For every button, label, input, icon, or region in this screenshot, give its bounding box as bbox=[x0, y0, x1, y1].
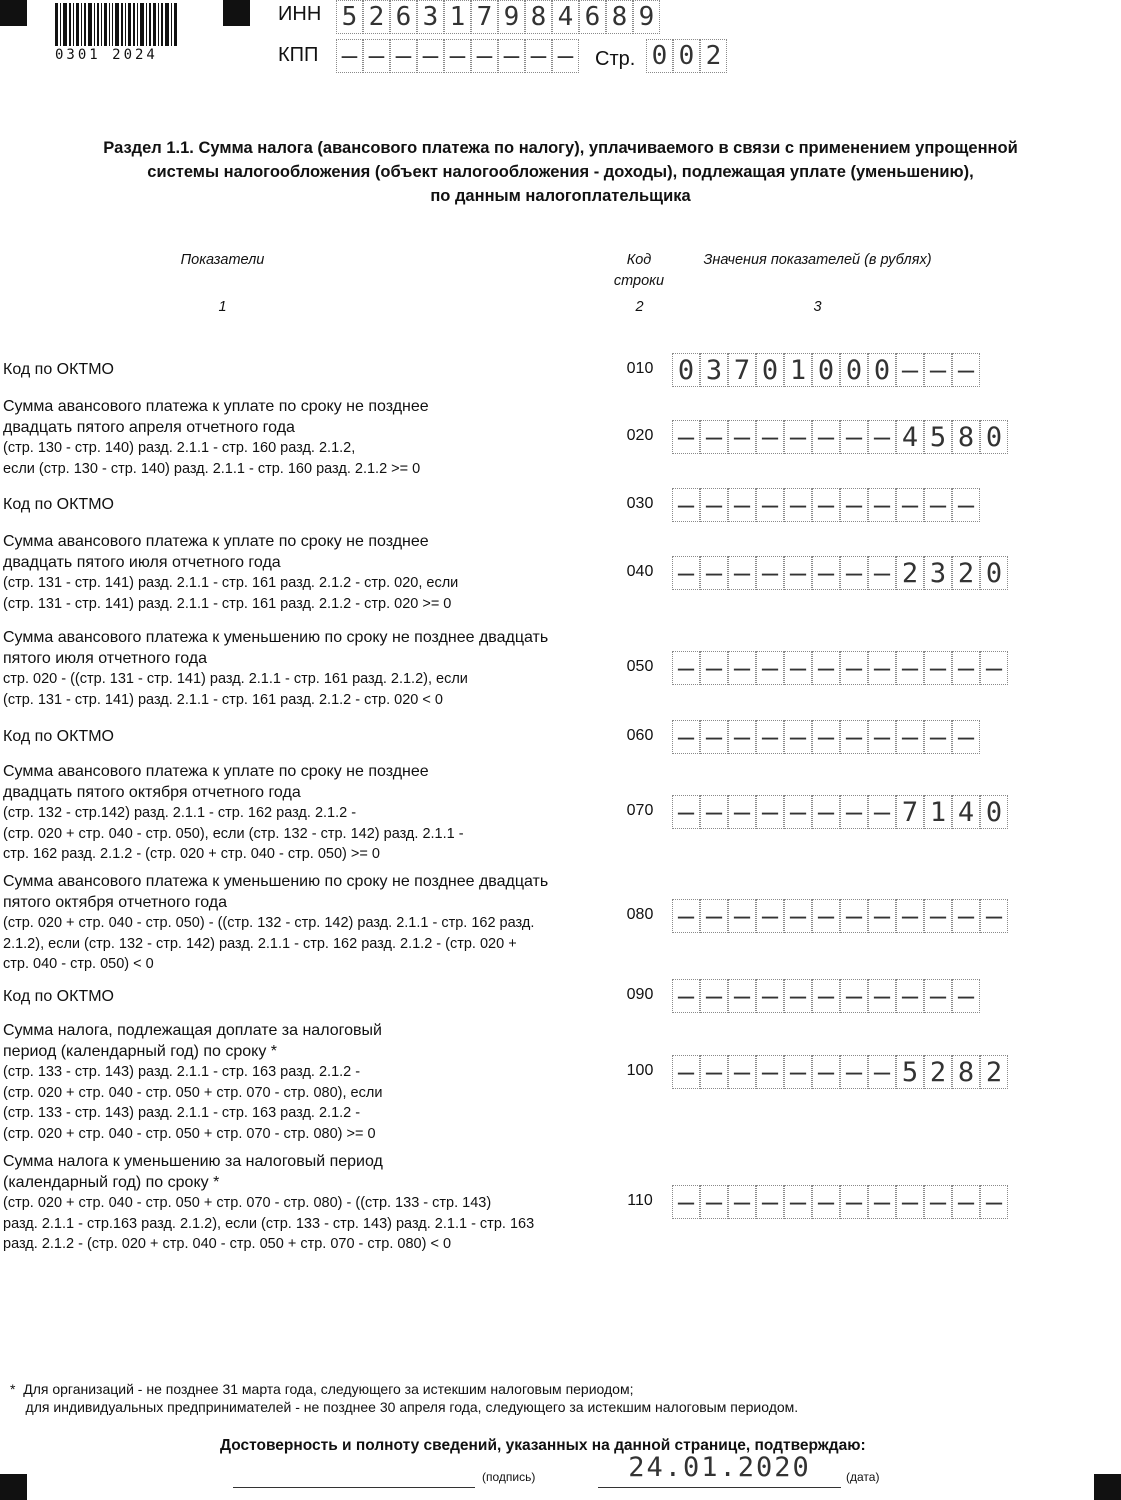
row-formula-text: (стр. 020 + стр. 040 - стр. 050) - ((стр. 132 - стр. 142) разд. 2.1.1 - стр. 162 разд. 2.1.2), если (стр. 132 - стр. 142) разд. 2.1.1 - стр. 162 разд. 2.1.2 - (стр. 020 + стр. 040 - стр. 050) < 0 bbox=[3, 915, 535, 972]
value-cell[interactable]: – bbox=[840, 488, 868, 522]
value-cell[interactable]: 1 bbox=[924, 795, 952, 829]
value-cell[interactable]: – bbox=[868, 795, 896, 829]
value-cell[interactable]: 2 bbox=[980, 1055, 1008, 1089]
row-formula-text: (стр. 131 - стр. 141) разд. 2.1.1 - стр. 161 разд. 2.1.2 - стр. 020, если (стр. 131 - стр. 141) разд. 2.1.1 - стр. 161 разд. 2.1.2 - стр. 020 >= 0 bbox=[3, 575, 459, 612]
column-number-3: 3 bbox=[813, 299, 822, 315]
value-cell[interactable]: – bbox=[756, 556, 784, 590]
value-cell[interactable]: – bbox=[700, 979, 728, 1013]
value-cell[interactable]: – bbox=[812, 651, 840, 685]
inn-cell[interactable]: 6 bbox=[579, 0, 606, 34]
value-cell[interactable]: – bbox=[812, 420, 840, 454]
confirmation-statement: Достоверность и полноту сведений, указанных на данной странице, подтверждаю: bbox=[220, 1437, 866, 1454]
kpp-cell[interactable]: – bbox=[525, 39, 552, 73]
value-cell[interactable]: 2 bbox=[952, 556, 980, 590]
value-cell[interactable]: – bbox=[868, 979, 896, 1013]
inn-cell[interactable]: 9 bbox=[498, 0, 525, 34]
value-cell[interactable]: – bbox=[784, 795, 812, 829]
value-cell[interactable]: – bbox=[756, 651, 784, 685]
row-070-value-field[interactable] bbox=[672, 795, 1008, 829]
value-cell[interactable]: – bbox=[896, 720, 924, 754]
corner-marker-top-left bbox=[0, 0, 27, 26]
value-cell[interactable]: – bbox=[784, 899, 812, 933]
row-050-label bbox=[3, 628, 603, 710]
row-080-label bbox=[3, 872, 603, 975]
value-cell[interactable]: – bbox=[980, 899, 1008, 933]
value-cell[interactable]: 3 bbox=[924, 556, 952, 590]
value-cell[interactable]: – bbox=[728, 899, 756, 933]
value-cell[interactable]: – bbox=[728, 556, 756, 590]
row-code-030: 030 bbox=[626, 495, 654, 512]
value-cell[interactable]: – bbox=[812, 556, 840, 590]
row-060-label bbox=[3, 727, 603, 748]
value-cell[interactable]: – bbox=[840, 556, 868, 590]
inn-label: ИНН bbox=[278, 3, 322, 25]
row-formula-text: стр. 020 - ((стр. 131 - стр. 141) разд. 2.1.1 - стр. 161 разд. 2.1.2), если (стр. 131 - стр. 141) разд. 2.1.1 - стр. 161 разд. 2.1.2 - стр. 020 < 0 bbox=[3, 671, 468, 708]
row-100-label bbox=[3, 1021, 603, 1144]
signature-line[interactable] bbox=[233, 1487, 475, 1488]
kpp-cell[interactable]: – bbox=[471, 39, 498, 73]
value-cell[interactable]: 0 bbox=[980, 795, 1008, 829]
row-code-070: 070 bbox=[626, 802, 654, 819]
column-header-indicators: Показатели bbox=[180, 252, 265, 268]
value-cell[interactable]: – bbox=[784, 1185, 812, 1219]
value-cell[interactable]: – bbox=[812, 720, 840, 754]
row-main-text: Сумма авансового платежа к уплате по сроку не позднее двадцать пятого июля отчетного года bbox=[3, 533, 429, 571]
value-cell[interactable]: – bbox=[924, 979, 952, 1013]
row-010-value-field[interactable] bbox=[672, 353, 980, 387]
value-cell[interactable]: – bbox=[784, 979, 812, 1013]
value-cell[interactable]: – bbox=[980, 1185, 1008, 1219]
section-title-line-3: по данным налогоплательщика bbox=[430, 187, 691, 205]
value-cell[interactable]: – bbox=[840, 795, 868, 829]
date-value[interactable]: 24.01.2020 bbox=[628, 1452, 811, 1483]
value-cell[interactable]: 0 bbox=[980, 420, 1008, 454]
row-formula-text: (стр. 132 - стр.142) разд. 2.1.1 - стр. 162 разд. 2.1.2 - (стр. 020 + стр. 040 - стр. 050), если (стр. 132 - стр. 142) разд. 2.1.1 - стр. 162 разд. 2.1.2 - (стр. 020 + стр. 040 - стр. 050) >= 0 bbox=[3, 805, 464, 862]
value-cell[interactable]: 0 bbox=[756, 353, 784, 387]
column-header-values: Значения показателей (в рублях) bbox=[703, 252, 932, 268]
value-cell[interactable]: – bbox=[728, 795, 756, 829]
row-030-value-field[interactable] bbox=[672, 488, 980, 522]
value-cell[interactable]: – bbox=[756, 899, 784, 933]
value-cell[interactable]: – bbox=[728, 651, 756, 685]
value-cell[interactable]: – bbox=[868, 651, 896, 685]
page-label: Стр. bbox=[595, 48, 636, 70]
value-cell[interactable]: – bbox=[840, 720, 868, 754]
value-cell[interactable]: 5 bbox=[924, 420, 952, 454]
value-cell[interactable]: – bbox=[756, 488, 784, 522]
value-cell[interactable]: – bbox=[672, 1055, 700, 1089]
value-cell[interactable]: – bbox=[728, 1185, 756, 1219]
column-number-1: 1 bbox=[218, 299, 227, 315]
page-number-field[interactable] bbox=[646, 39, 727, 73]
value-cell[interactable]: – bbox=[784, 420, 812, 454]
value-cell[interactable]: – bbox=[840, 979, 868, 1013]
value-cell[interactable]: – bbox=[812, 1055, 840, 1089]
value-cell[interactable]: – bbox=[672, 556, 700, 590]
kpp-cell[interactable]: – bbox=[417, 39, 444, 73]
row-020-label bbox=[3, 397, 603, 479]
value-cell[interactable]: 5 bbox=[896, 1055, 924, 1089]
value-cell[interactable]: – bbox=[812, 899, 840, 933]
value-cell[interactable]: – bbox=[784, 556, 812, 590]
row-090-value-field[interactable] bbox=[672, 979, 980, 1013]
value-cell[interactable]: 0 bbox=[672, 353, 700, 387]
value-cell[interactable]: – bbox=[700, 1185, 728, 1219]
value-cell[interactable]: – bbox=[868, 1185, 896, 1219]
row-code-100: 100 bbox=[626, 1062, 654, 1079]
value-cell[interactable]: – bbox=[756, 979, 784, 1013]
value-cell[interactable]: – bbox=[924, 651, 952, 685]
value-cell[interactable]: – bbox=[784, 1055, 812, 1089]
value-cell[interactable]: – bbox=[672, 720, 700, 754]
inn-field[interactable] bbox=[336, 0, 660, 34]
row-formula-text: (стр. 133 - стр. 143) разд. 2.1.1 - стр. 163 разд. 2.1.2 - (стр. 020 + стр. 040 - стр. 050 + стр. 070 - стр. 080), если (стр. 133 - стр. 143) разд. 2.1.1 - стр. 163 разд. 2.1.2 - (стр. 020 + стр. 040 - стр. 050 + стр. 070 - стр. 080) >= 0 bbox=[3, 1064, 383, 1142]
value-cell[interactable]: – bbox=[700, 720, 728, 754]
footnote-line-1: * Для организаций - не позднее 31 марта года, следующего за истекшим налоговым периодом; bbox=[10, 1381, 634, 1397]
value-cell[interactable]: – bbox=[672, 899, 700, 933]
value-cell[interactable]: – bbox=[728, 1055, 756, 1089]
inn-cell[interactable]: 4 bbox=[552, 0, 579, 34]
row-main-text: Сумма авансового платежа к уменьшению по сроку не позднее двадцать пятого октября отчетного года bbox=[3, 873, 549, 911]
value-cell[interactable]: – bbox=[952, 1185, 980, 1219]
column-header-code-line-1: Код bbox=[626, 252, 652, 268]
row-main-text: Сумма авансового платежа к уплате по сроку не позднее двадцать пятого апреля отчетного года bbox=[3, 398, 429, 436]
row-code-010: 010 bbox=[626, 360, 654, 377]
value-cell[interactable]: – bbox=[700, 488, 728, 522]
section-title-line-2: системы налогообложения (объект налогообложения - доходы), подлежащая уплате (уменьшению), bbox=[147, 163, 974, 181]
row-code-050: 050 bbox=[626, 658, 654, 675]
row-main-text: Код по ОКТМО bbox=[3, 728, 114, 745]
corner-marker-bottom-right bbox=[1094, 1474, 1121, 1500]
page-cell[interactable]: 0 bbox=[673, 39, 700, 73]
value-cell[interactable]: – bbox=[784, 720, 812, 754]
column-header-code bbox=[600, 250, 678, 292]
corner-marker-bottom-left bbox=[0, 1474, 27, 1500]
value-cell[interactable]: – bbox=[672, 979, 700, 1013]
value-cell[interactable]: – bbox=[728, 488, 756, 522]
section-title-line-1: Раздел 1.1. Сумма налога (авансового платежа по налогу), уплачиваемого в связи с применением упрощенной bbox=[103, 139, 1018, 157]
row-100-value-field[interactable] bbox=[672, 1055, 1008, 1089]
row-040-label bbox=[3, 532, 603, 614]
value-cell[interactable]: 4 bbox=[952, 795, 980, 829]
value-cell[interactable]: – bbox=[700, 1055, 728, 1089]
value-cell[interactable]: – bbox=[812, 979, 840, 1013]
kpp-label: КПП bbox=[278, 44, 319, 66]
column-header-code-line-2: строки bbox=[613, 273, 665, 289]
row-090-label bbox=[3, 987, 603, 1008]
value-cell[interactable]: 0 bbox=[840, 353, 868, 387]
value-cell[interactable]: – bbox=[700, 556, 728, 590]
value-cell[interactable]: – bbox=[840, 1055, 868, 1089]
value-cell[interactable]: – bbox=[952, 979, 980, 1013]
value-cell[interactable]: – bbox=[868, 488, 896, 522]
value-cell[interactable]: – bbox=[756, 795, 784, 829]
value-cell[interactable]: – bbox=[728, 720, 756, 754]
value-cell[interactable]: – bbox=[728, 979, 756, 1013]
row-110-value-field[interactable] bbox=[672, 1185, 1008, 1219]
kpp-field[interactable] bbox=[336, 39, 579, 73]
value-cell[interactable]: – bbox=[784, 651, 812, 685]
value-cell[interactable]: – bbox=[868, 556, 896, 590]
value-cell[interactable]: – bbox=[896, 488, 924, 522]
row-formula-text: (стр. 130 - стр. 140) разд. 2.1.1 - стр. 160 разд. 2.1.2, если (стр. 130 - стр. 140) разд. 2.1.1 - стр. 160 разд. 2.1.2 >= 0 bbox=[3, 440, 421, 477]
value-cell[interactable]: – bbox=[952, 488, 980, 522]
row-110-label bbox=[3, 1152, 603, 1255]
inn-cell[interactable]: 6 bbox=[390, 0, 417, 34]
value-cell[interactable]: – bbox=[700, 899, 728, 933]
row-040-value-field[interactable] bbox=[672, 556, 1008, 590]
inn-cell[interactable]: 8 bbox=[525, 0, 552, 34]
row-code-090: 090 bbox=[626, 986, 654, 1003]
kpp-cell[interactable]: – bbox=[336, 39, 363, 73]
footnote-line-2: для индивидуальных предпринимателей - не позднее 30 апреля года, следующего за истекшим налоговым периодом. bbox=[10, 1399, 799, 1415]
value-cell[interactable]: 4 bbox=[896, 420, 924, 454]
value-cell[interactable]: – bbox=[868, 720, 896, 754]
value-cell[interactable]: – bbox=[700, 651, 728, 685]
value-cell[interactable]: – bbox=[812, 795, 840, 829]
value-cell[interactable]: 7 bbox=[728, 353, 756, 387]
barcode bbox=[55, 3, 188, 46]
value-cell[interactable]: – bbox=[924, 488, 952, 522]
value-cell[interactable]: – bbox=[952, 720, 980, 754]
value-cell[interactable]: – bbox=[700, 795, 728, 829]
row-080-value-field[interactable] bbox=[672, 899, 1008, 933]
row-060-value-field[interactable] bbox=[672, 720, 980, 754]
value-cell[interactable]: – bbox=[952, 651, 980, 685]
value-cell[interactable]: 7 bbox=[896, 795, 924, 829]
value-cell[interactable]: – bbox=[924, 353, 952, 387]
value-cell[interactable]: 0 bbox=[980, 556, 1008, 590]
row-code-060: 060 bbox=[626, 727, 654, 744]
value-cell[interactable]: – bbox=[896, 1185, 924, 1219]
value-cell[interactable]: 8 bbox=[952, 420, 980, 454]
kpp-cell[interactable]: – bbox=[552, 39, 579, 73]
barcode-number: 0301 2024 bbox=[55, 47, 158, 63]
value-cell[interactable]: 0 bbox=[812, 353, 840, 387]
value-cell[interactable]: – bbox=[784, 488, 812, 522]
inn-cell[interactable]: 8 bbox=[606, 0, 633, 34]
footnote bbox=[10, 1380, 798, 1416]
row-030-label bbox=[3, 495, 603, 516]
row-010-label bbox=[3, 360, 603, 381]
kpp-cell[interactable]: – bbox=[363, 39, 390, 73]
date-caption: (дата) bbox=[846, 1470, 880, 1484]
value-cell[interactable]: – bbox=[756, 720, 784, 754]
value-cell[interactable]: 8 bbox=[952, 1055, 980, 1089]
value-cell[interactable]: – bbox=[840, 1185, 868, 1219]
kpp-cell[interactable]: – bbox=[444, 39, 471, 73]
signature-caption: (подпись) bbox=[482, 1470, 536, 1484]
value-cell[interactable]: – bbox=[924, 1185, 952, 1219]
value-cell[interactable]: – bbox=[672, 488, 700, 522]
value-cell[interactable]: – bbox=[756, 420, 784, 454]
value-cell[interactable]: – bbox=[756, 1055, 784, 1089]
value-cell[interactable]: – bbox=[952, 353, 980, 387]
value-cell[interactable]: – bbox=[672, 651, 700, 685]
value-cell[interactable]: – bbox=[756, 1185, 784, 1219]
row-050-value-field[interactable] bbox=[672, 651, 1008, 685]
value-cell[interactable]: – bbox=[672, 795, 700, 829]
value-cell[interactable]: 2 bbox=[924, 1055, 952, 1089]
row-main-text: Сумма авансового платежа к уменьшению по сроку не позднее двадцать пятого июля отчетного года bbox=[3, 629, 549, 667]
inn-cell[interactable]: 1 bbox=[444, 0, 471, 34]
row-main-text: Код по ОКТМО bbox=[3, 361, 114, 378]
row-070-label bbox=[3, 762, 603, 865]
value-cell[interactable]: – bbox=[868, 1055, 896, 1089]
value-cell[interactable]: – bbox=[868, 420, 896, 454]
value-cell[interactable]: 0 bbox=[868, 353, 896, 387]
row-020-value-field[interactable] bbox=[672, 420, 1008, 454]
section-title bbox=[40, 136, 1081, 208]
value-cell[interactable]: – bbox=[728, 420, 756, 454]
value-cell[interactable]: 3 bbox=[700, 353, 728, 387]
date-line bbox=[598, 1487, 841, 1488]
value-cell[interactable]: – bbox=[896, 651, 924, 685]
value-cell[interactable]: – bbox=[840, 899, 868, 933]
value-cell[interactable]: – bbox=[812, 1185, 840, 1219]
value-cell[interactable]: – bbox=[868, 899, 896, 933]
value-cell[interactable]: – bbox=[980, 651, 1008, 685]
value-cell[interactable]: 2 bbox=[896, 556, 924, 590]
inn-cell[interactable]: 9 bbox=[633, 0, 660, 34]
page-cell[interactable]: 2 bbox=[700, 39, 727, 73]
inn-cell[interactable]: 7 bbox=[471, 0, 498, 34]
row-formula-text: (стр. 020 + стр. 040 - стр. 050 + стр. 070 - стр. 080) - ((стр. 133 - стр. 143) разд. 2.1.1 - стр.163 разд. 2.1.2), если (стр. 133 - стр. 143) разд. 2.1.1 - стр. 163 разд. 2.1.2 - (стр. 020 + стр. 040 - стр. 050 + стр. 070 - стр. 080) < 0 bbox=[3, 1195, 535, 1252]
value-cell[interactable]: – bbox=[896, 899, 924, 933]
value-cell[interactable]: – bbox=[812, 488, 840, 522]
value-cell[interactable]: – bbox=[896, 353, 924, 387]
inn-cell[interactable]: 5 bbox=[336, 0, 363, 34]
row-main-text: Сумма авансового платежа к уплате по сроку не позднее двадцать пятого октября отчетного года bbox=[3, 763, 429, 801]
inn-cell[interactable]: 3 bbox=[417, 0, 444, 34]
column-number-2: 2 bbox=[635, 299, 644, 315]
corner-marker-top-right bbox=[223, 0, 250, 26]
value-cell[interactable]: – bbox=[840, 420, 868, 454]
value-cell[interactable]: – bbox=[672, 1185, 700, 1219]
row-main-text: Сумма налога к уменьшению за налоговый период (календарный год) по сроку * bbox=[3, 1153, 383, 1191]
kpp-cell[interactable]: – bbox=[390, 39, 417, 73]
value-cell[interactable]: – bbox=[924, 899, 952, 933]
value-cell[interactable]: – bbox=[700, 420, 728, 454]
row-main-text: Код по ОКТМО bbox=[3, 988, 114, 1005]
row-main-text: Код по ОКТМО bbox=[3, 496, 114, 513]
value-cell[interactable]: 1 bbox=[784, 353, 812, 387]
row-code-020: 020 bbox=[626, 427, 654, 444]
row-code-080: 080 bbox=[626, 906, 654, 923]
page-cell[interactable]: 0 bbox=[646, 39, 673, 73]
kpp-cell[interactable]: – bbox=[498, 39, 525, 73]
value-cell[interactable]: – bbox=[840, 651, 868, 685]
value-cell[interactable]: – bbox=[924, 720, 952, 754]
row-code-040: 040 bbox=[626, 563, 654, 580]
value-cell[interactable]: – bbox=[672, 420, 700, 454]
inn-cell[interactable]: 2 bbox=[363, 0, 390, 34]
row-code-110: 110 bbox=[627, 1192, 653, 1209]
value-cell[interactable]: – bbox=[952, 899, 980, 933]
value-cell[interactable]: – bbox=[896, 979, 924, 1013]
row-main-text: Сумма налога, подлежащая доплате за налоговый период (календарный год) по сроку * bbox=[3, 1022, 382, 1060]
